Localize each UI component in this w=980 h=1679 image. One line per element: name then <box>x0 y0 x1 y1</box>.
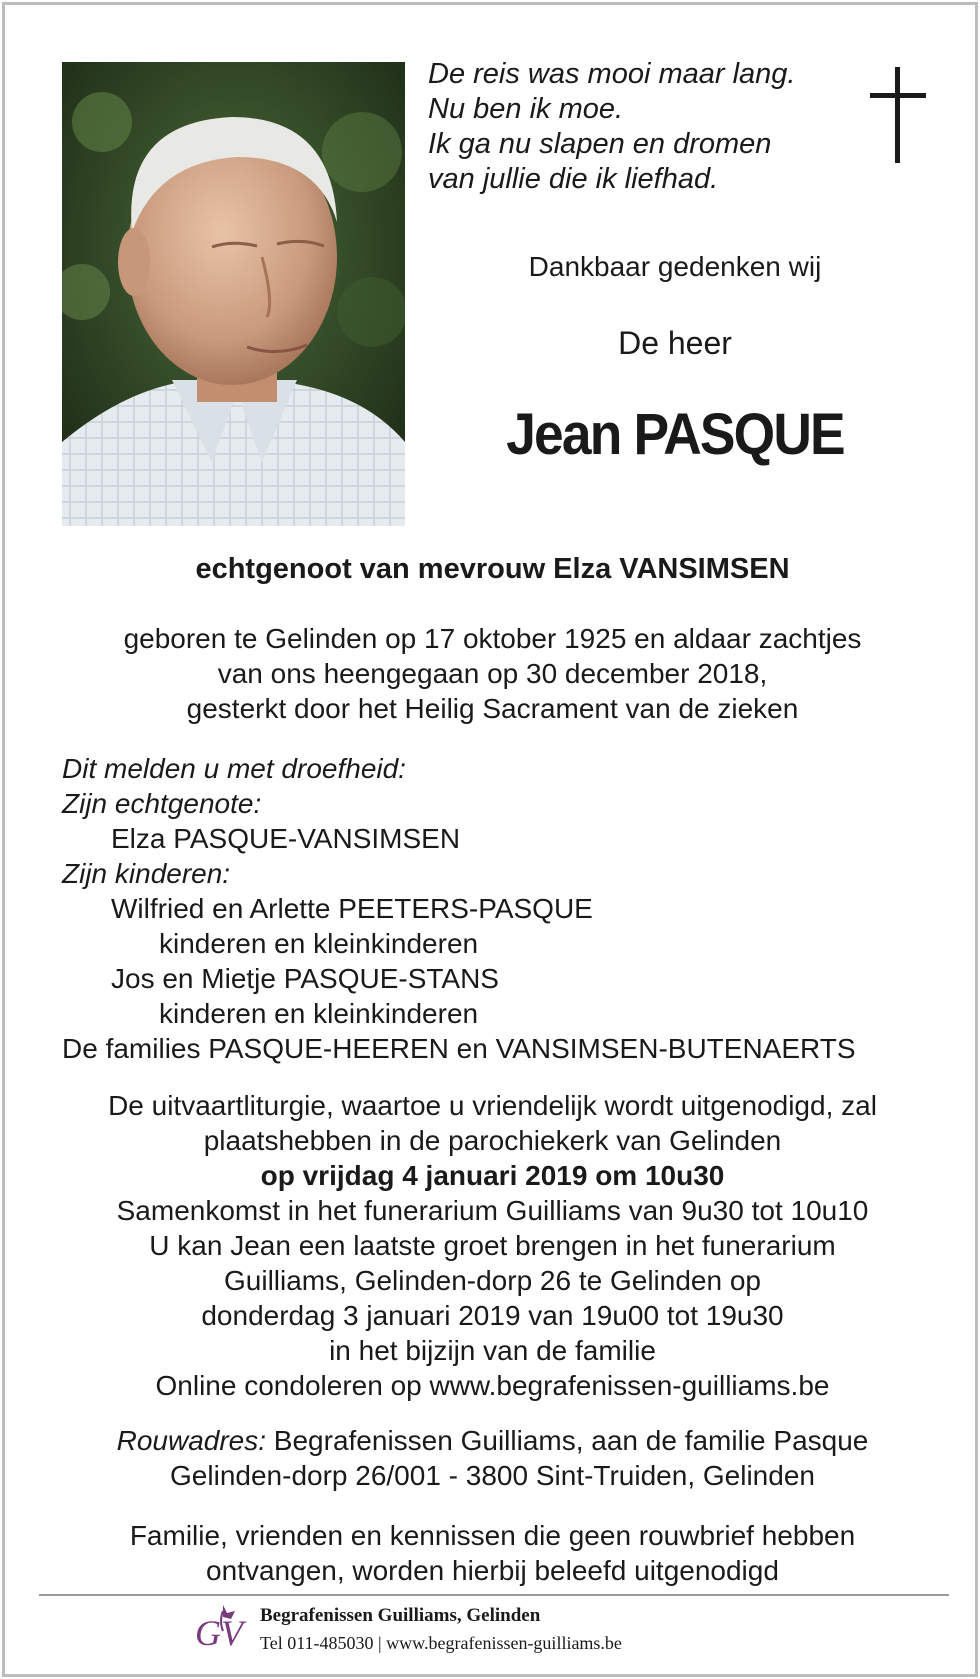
cross-icon <box>870 67 926 163</box>
deceased-name: Jean PASQUE <box>506 402 844 467</box>
undertaker-contact: Tel 011-485030 | www.begrafenissen-guilliams.be <box>260 1633 622 1653</box>
portrait-image <box>62 62 405 526</box>
bio-line: geboren te Gelinden op 17 oktober 1925 en aldaar zachtjes <box>123 623 862 654</box>
poem <box>428 57 848 197</box>
poem-line: van jullie die ik liefhad. <box>428 163 719 195</box>
undertaker-logo-icon <box>193 1601 249 1673</box>
child-1-descendants: kinderen en kleinkinderen <box>159 928 479 959</box>
bio-line: van ons heengegaan op 30 december 2018, <box>217 658 768 689</box>
bio <box>5 621 978 726</box>
poem-line: Nu ben ik moe. <box>428 93 624 125</box>
bio-line: gesterkt door het Heilig Sacrament van de zieken <box>186 693 799 724</box>
closing-line: ontvangen, worden hierbij beleefd uitgenodigd <box>206 1555 779 1586</box>
poem-line: Ik ga nu slapen en dromen <box>428 128 772 160</box>
spouse-name: Elza PASQUE-VANSIMSEN <box>111 823 461 854</box>
announcement-heading: Dit melden u met droefheid: <box>62 753 406 784</box>
funeral-line: Samenkomst in het funerarium Guilliams van 9u30 tot 10u10 <box>116 1195 869 1226</box>
address-line-2: Gelinden-dorp 26/001 - 3800 Sint-Truiden, Gelinden <box>170 1460 815 1491</box>
announcement <box>62 751 942 1066</box>
footer-divider <box>39 1594 949 1596</box>
funeral-line: donderdag 3 januari 2019 van 19u00 tot 19u30 <box>201 1300 784 1331</box>
poem-line: De reis was mooi maar lang. <box>428 58 796 90</box>
funeral-info <box>5 1088 978 1403</box>
logo-letters: GV <box>195 1613 243 1653</box>
spouse-label: Zijn echtgenote: <box>62 788 262 819</box>
funeral-line: Guilliams, Gelinden-dorp 26 te Gelinden op <box>224 1265 761 1296</box>
portrait-photo <box>62 62 405 526</box>
funeral-line: U kan Jean een laatste groet brengen in het funerarium <box>149 1230 836 1261</box>
funeral-line: De uitvaartliturgie, waartoe u vriendelijk wordt uitgenodigd, zal <box>108 1090 877 1121</box>
children-label: Zijn kinderen: <box>62 858 231 889</box>
condolence-line: Online condoleren op www.begrafenissen-guilliams.be <box>155 1370 830 1401</box>
child-2-descendants: kinderen en kleinkinderen <box>159 998 479 1029</box>
undertaker-name: Begrafenissen Guilliams, Gelinden <box>260 1605 541 1626</box>
funeral-date: op vrijdag 4 januari 2019 om 10u30 <box>260 1160 725 1191</box>
address-line-1: Begrafenissen Guilliams, aan de familie Pasque <box>266 1425 869 1456</box>
child-1: Wilfried en Arlette PEETERS-PASQUE <box>111 893 593 924</box>
child-2: Jos en Mietje PASQUE-STANS <box>111 963 499 994</box>
families: De families PASQUE-HEEREN en VANSIMSEN-BUTENAERTS <box>62 1033 856 1064</box>
closing-line: Familie, vrienden en kennissen die geen rouwbrief hebben <box>129 1520 856 1551</box>
funeral-line: in het bijzijn van de familie <box>329 1335 656 1366</box>
closing-note <box>5 1518 978 1588</box>
undertaker-info <box>260 1605 622 1654</box>
address-label: Rouwadres: <box>116 1425 267 1456</box>
obituary-card <box>2 2 978 1677</box>
thanks-line: Dankbaar gedenken wij <box>528 251 822 282</box>
mourning-address <box>5 1423 978 1493</box>
funeral-line: plaatshebben in de parochiekerk van Gelinden <box>203 1125 782 1156</box>
spouse-line: echtgenoot van mevrouw Elza VANSIMSEN <box>195 553 790 585</box>
honorific: De heer <box>618 325 732 361</box>
